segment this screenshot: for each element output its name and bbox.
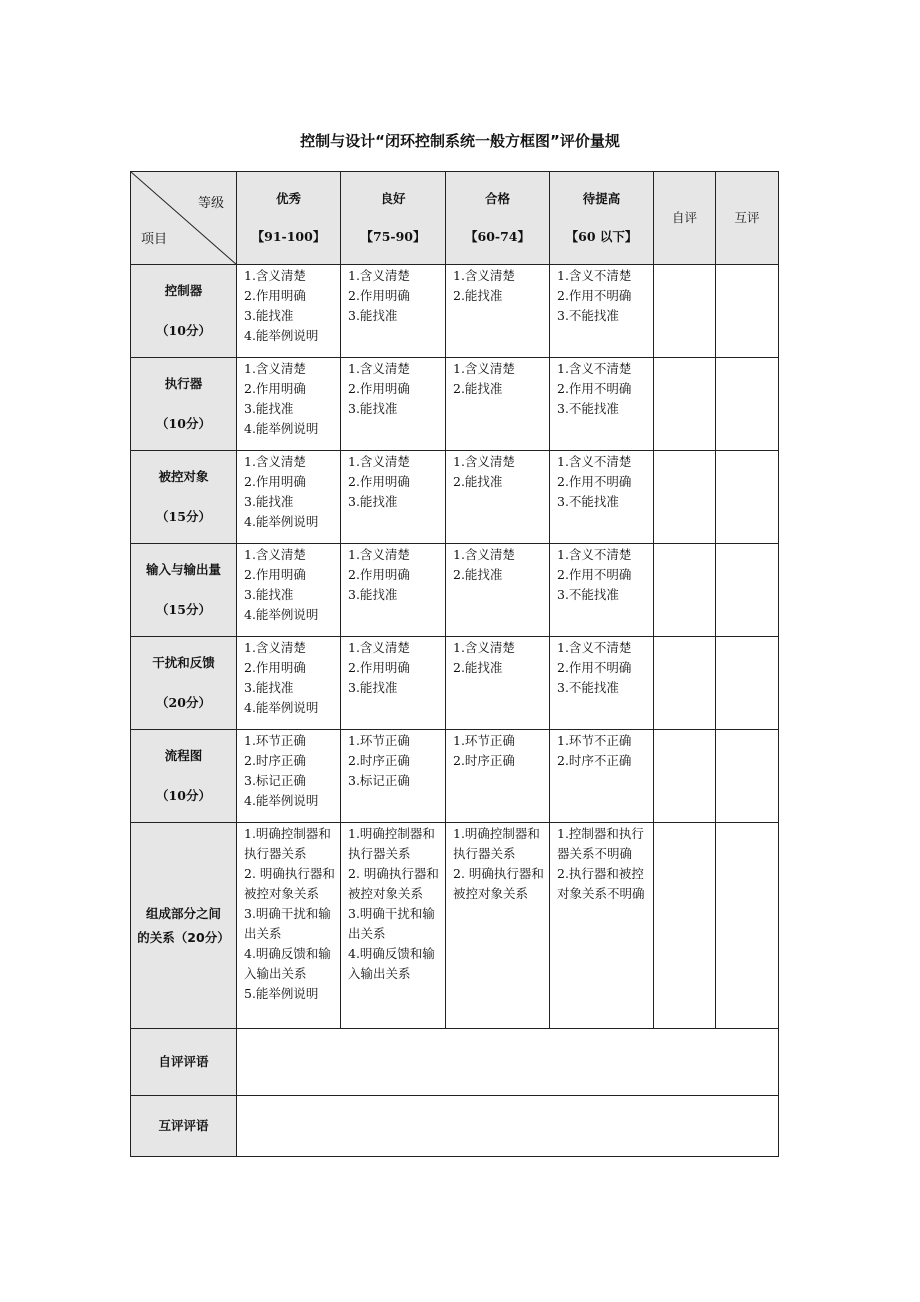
criteria-cell <box>446 730 550 823</box>
diagonal-line <box>131 172 237 265</box>
criteria-line: 1.含义清楚 <box>453 547 515 562</box>
criteria-line: 3.能找准 <box>244 680 294 695</box>
peer-score-cell[interactable] <box>716 451 779 544</box>
criteria-line: 1.含义清楚 <box>244 268 306 283</box>
criteria-line: 1.含义清楚 <box>453 454 515 469</box>
relation-row <box>131 823 779 1029</box>
self-comment-label: 自评评语 <box>131 1029 237 1096</box>
criteria-cell <box>341 358 446 451</box>
criteria-line: 2.作用明确 <box>348 567 410 582</box>
criteria-line: 1.含义清楚 <box>244 361 306 376</box>
criteria-line: 2.作用明确 <box>348 474 410 489</box>
criteria-line: 1.明确控制器和执行器关系 <box>348 826 435 861</box>
row-name: 控制器 <box>164 283 203 298</box>
row-name: 被控对象 <box>158 469 209 484</box>
criteria-line: 3.不能找准 <box>557 680 619 695</box>
row-name-cont: 的关系（20分） <box>137 929 230 945</box>
peer-score-cell[interactable] <box>716 637 779 730</box>
criteria-line: 1.含义清楚 <box>453 640 515 655</box>
criteria-line: 3.不能找准 <box>557 308 619 323</box>
criteria-line: 1.含义不清楚 <box>557 361 632 376</box>
criteria-cell <box>550 544 654 637</box>
criteria-cell <box>446 451 550 544</box>
criteria-line: 1.含义不清楚 <box>557 640 632 655</box>
peer-comment-field[interactable] <box>237 1096 779 1157</box>
peer-score-cell[interactable] <box>716 823 779 1029</box>
criteria-line: 4.明确反馈和输入输出关系 <box>348 946 435 981</box>
peer-comment-label: 互评评语 <box>131 1096 237 1157</box>
row-score: （15分） <box>156 602 211 617</box>
criteria-line: 3.标记正确 <box>348 773 410 788</box>
self-score-cell[interactable] <box>654 823 716 1029</box>
criteria-line: 2.时序正确 <box>348 753 410 768</box>
level-range: 【60 以下】 <box>565 229 638 244</box>
criteria-cell <box>237 451 341 544</box>
criteria-row <box>131 637 779 730</box>
row-score: （10分） <box>156 323 211 338</box>
criteria-cell <box>550 730 654 823</box>
criteria-line: 3.不能找准 <box>557 587 619 602</box>
criteria-cell <box>446 637 550 730</box>
criteria-line: 3.不能找准 <box>557 401 619 416</box>
criteria-row <box>131 358 779 451</box>
criteria-cell <box>550 358 654 451</box>
criteria-line: 3.明确干扰和输出关系 <box>348 906 435 941</box>
level-name: 待提高 <box>582 191 621 206</box>
header-row <box>131 172 779 265</box>
level-header <box>341 172 446 265</box>
criteria-line: 1.含义不清楚 <box>557 268 632 283</box>
criteria-line: 1.环节正确 <box>453 733 515 748</box>
criteria-line: 1.含义清楚 <box>348 268 410 283</box>
corner-item-label: 项目 <box>141 232 168 247</box>
row-header <box>131 730 237 823</box>
criteria-line: 3.能找准 <box>348 308 398 323</box>
criteria-cell <box>341 451 446 544</box>
criteria-line: 2.能找准 <box>453 660 503 675</box>
criteria-line: 1.含义清楚 <box>348 361 410 376</box>
criteria-cell <box>550 637 654 730</box>
criteria-line: 2.能找准 <box>453 288 503 303</box>
criteria-line: 2.作用不明确 <box>557 381 632 396</box>
peer-score-cell[interactable] <box>716 544 779 637</box>
criteria-line: 4.能举例说明 <box>244 700 319 715</box>
level-header <box>446 172 550 265</box>
criteria-line: 2.时序不正确 <box>557 753 632 768</box>
criteria-line: 3.明确干扰和输出关系 <box>244 906 331 941</box>
self-eval-header: 自评 <box>654 172 716 265</box>
criteria-line: 4.能举例说明 <box>244 421 319 436</box>
row-name: 输入与输出量 <box>145 562 221 577</box>
criteria-cell <box>341 637 446 730</box>
criteria-cell <box>550 823 654 1029</box>
row-name: 组成部分之间 <box>145 905 221 921</box>
row-header <box>131 823 237 1029</box>
criteria-line: 1.含义清楚 <box>244 640 306 655</box>
criteria-cell <box>446 265 550 358</box>
criteria-line: 2.作用明确 <box>244 567 306 582</box>
self-comment-field[interactable] <box>237 1029 779 1096</box>
level-range: 【75-90】 <box>360 229 426 244</box>
self-comment-row <box>131 1029 779 1096</box>
level-range: 【91-100】 <box>251 229 326 244</box>
criteria-line: 2.作用明确 <box>348 660 410 675</box>
level-name: 合格 <box>484 191 510 206</box>
criteria-line: 2.作用明确 <box>244 288 306 303</box>
row-header <box>131 544 237 637</box>
criteria-line: 3.能找准 <box>348 494 398 509</box>
criteria-line: 1.环节不正确 <box>557 733 632 748</box>
criteria-cell <box>550 451 654 544</box>
criteria-row <box>131 451 779 544</box>
level-header <box>550 172 654 265</box>
criteria-row <box>131 544 779 637</box>
criteria-line: 4.能举例说明 <box>244 793 319 808</box>
corner-grade-label: 等级 <box>197 196 224 211</box>
criteria-line: 3.能找准 <box>348 680 398 695</box>
criteria-cell <box>341 730 446 823</box>
corner-cell <box>131 172 237 265</box>
criteria-line: 2.作用明确 <box>244 474 306 489</box>
peer-score-cell[interactable] <box>716 358 779 451</box>
criteria-line: 4.明确反馈和输入输出关系 <box>244 946 331 981</box>
criteria-line: 3.能找准 <box>244 401 294 416</box>
criteria-line: 2.作用不明确 <box>557 567 632 582</box>
criteria-cell <box>237 823 341 1029</box>
criteria-line: 2.时序正确 <box>453 753 515 768</box>
row-header <box>131 358 237 451</box>
row-score: （10分） <box>156 788 211 803</box>
criteria-line: 4.能举例说明 <box>244 514 319 529</box>
self-score-cell[interactable] <box>654 730 716 823</box>
criteria-line: 4.能举例说明 <box>244 607 319 622</box>
self-score-cell[interactable] <box>654 451 716 544</box>
row-score: （20分） <box>156 695 211 710</box>
criteria-line: 1.含义不清楚 <box>557 547 632 562</box>
level-header <box>237 172 341 265</box>
row-name: 执行器 <box>164 376 203 391</box>
criteria-line: 3.能找准 <box>244 587 294 602</box>
criteria-cell <box>237 265 341 358</box>
criteria-line: 2.作用不明确 <box>557 660 632 675</box>
row-header <box>131 637 237 730</box>
criteria-line: 3.能找准 <box>244 494 294 509</box>
criteria-line: 3.标记正确 <box>244 773 306 788</box>
criteria-line: 2.能找准 <box>453 567 503 582</box>
criteria-line: 2. 明确执行器和被控对象关系 <box>348 866 439 901</box>
peer-score-cell[interactable] <box>716 730 779 823</box>
criteria-line: 2.能找准 <box>453 474 503 489</box>
level-range: 【60-74】 <box>465 229 530 244</box>
peer-score-cell[interactable] <box>716 265 779 358</box>
criteria-line: 1.含义清楚 <box>348 640 410 655</box>
criteria-line: 2.时序正确 <box>244 753 306 768</box>
criteria-cell <box>237 544 341 637</box>
row-header <box>131 265 237 358</box>
criteria-line: 2.能找准 <box>453 381 503 396</box>
criteria-line: 3.能找准 <box>348 587 398 602</box>
criteria-line: 2. 明确执行器和被控对象关系 <box>453 866 544 901</box>
criteria-line: 1.含义清楚 <box>348 454 410 469</box>
criteria-line: 3.能找准 <box>348 401 398 416</box>
criteria-line: 2.作用不明确 <box>557 288 632 303</box>
level-name: 优秀 <box>275 191 301 206</box>
criteria-line: 2. 明确执行器和被控对象关系 <box>244 866 335 901</box>
row-name: 流程图 <box>164 748 203 763</box>
criteria-line: 1.含义清楚 <box>453 361 515 376</box>
criteria-line: 1.含义清楚 <box>453 268 515 283</box>
criteria-line: 1.含义清楚 <box>244 454 306 469</box>
criteria-cell <box>237 358 341 451</box>
criteria-line: 3.不能找准 <box>557 494 619 509</box>
criteria-line: 1.含义清楚 <box>244 547 306 562</box>
criteria-cell <box>446 358 550 451</box>
criteria-line: 2.作用不明确 <box>557 474 632 489</box>
criteria-line: 1.环节正确 <box>348 733 410 748</box>
criteria-cell <box>446 544 550 637</box>
peer-eval-header: 互评 <box>716 172 779 265</box>
criteria-line: 1.含义不清楚 <box>557 454 632 469</box>
criteria-line: 4.能举例说明 <box>244 328 319 343</box>
criteria-cell <box>550 265 654 358</box>
criteria-line: 1.控制器和执行器关系不明确 <box>557 826 644 861</box>
criteria-line: 2.作用明确 <box>244 660 306 675</box>
self-score-cell[interactable] <box>654 358 716 451</box>
criteria-line: 1.明确控制器和执行器关系 <box>244 826 331 861</box>
self-score-cell[interactable] <box>654 544 716 637</box>
row-score: （15分） <box>156 509 211 524</box>
self-score-cell[interactable] <box>654 265 716 358</box>
criteria-line: 1.含义清楚 <box>348 547 410 562</box>
row-header <box>131 451 237 544</box>
criteria-line: 2.作用明确 <box>348 381 410 396</box>
criteria-cell <box>341 823 446 1029</box>
criteria-cell <box>237 637 341 730</box>
criteria-cell <box>237 730 341 823</box>
criteria-row <box>131 730 779 823</box>
criteria-line: 2.执行器和被控对象关系不明确 <box>557 866 645 901</box>
row-name: 干扰和反馈 <box>152 655 215 670</box>
criteria-line: 1.明确控制器和执行器关系 <box>453 826 540 861</box>
criteria-line: 5.能举例说明 <box>244 986 319 1001</box>
self-score-cell[interactable] <box>654 637 716 730</box>
row-score: （10分） <box>156 416 211 431</box>
criteria-line: 3.能找准 <box>244 308 294 323</box>
peer-comment-row <box>131 1096 779 1157</box>
criteria-cell <box>341 265 446 358</box>
level-name: 良好 <box>380 191 406 206</box>
criteria-row <box>131 265 779 358</box>
rubric-table <box>130 171 779 1157</box>
criteria-line: 1.环节正确 <box>244 733 306 748</box>
criteria-line: 2.作用明确 <box>244 381 306 396</box>
criteria-cell <box>446 823 550 1029</box>
page-title: 控制与设计“闭环控制系统一般方框图”评价量规 <box>300 132 620 150</box>
criteria-line: 2.作用明确 <box>348 288 410 303</box>
criteria-cell <box>341 544 446 637</box>
